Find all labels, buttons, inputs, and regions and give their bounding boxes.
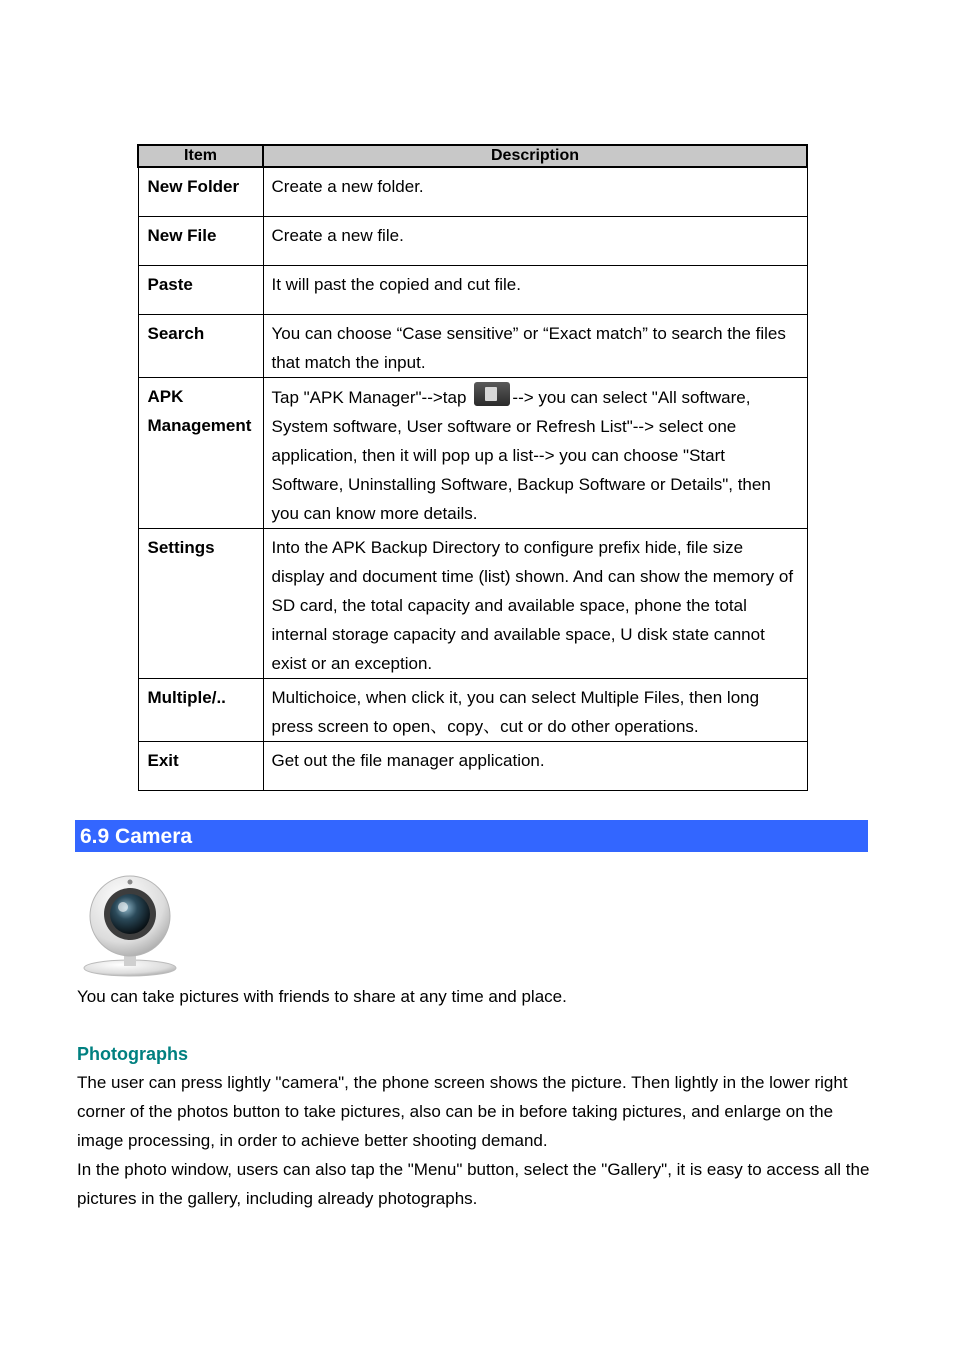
table-row	[138, 167, 807, 216]
table-row	[138, 377, 807, 528]
photographs-heading: Photographs	[77, 1044, 188, 1064]
row-description: You can choose “Case sensitive” or “Exact match” to search the files that match the input.	[263, 314, 807, 377]
row-description: Create a new folder.	[263, 167, 807, 216]
row-description: It will past the copied and cut file.	[263, 265, 807, 314]
header-description: Description	[263, 145, 807, 167]
apk-manager-menu-icon	[474, 382, 510, 406]
table-row	[138, 741, 807, 790]
row-item: Settings	[138, 528, 263, 678]
header-item: Item	[138, 145, 263, 167]
table-row	[138, 265, 807, 314]
apk-desc-post: --> you can select "All software, System software, User software or Refresh List"--> select one application, then it will pop up a list--> you can choose "Start Software, Uninstalling Software, Backup Software or Details", then you can know more details.	[271, 387, 771, 523]
table-row	[138, 678, 807, 741]
table-row	[138, 528, 807, 678]
file-manager-table	[137, 144, 808, 791]
section-heading-camera: 6.9 Camera	[75, 820, 868, 852]
row-item: New Folder	[138, 167, 263, 216]
row-item: Exit	[138, 741, 263, 790]
table-header-row	[138, 145, 807, 167]
table-row	[138, 314, 807, 377]
table-row	[138, 216, 807, 265]
row-description	[263, 377, 807, 528]
apk-desc-pre: Tap "APK Manager"-->tap	[271, 387, 467, 407]
row-item: Search	[138, 314, 263, 377]
row-description: Into the APK Backup Directory to configure prefix hide, file size display and document time (list) shown. And can show the memory of SD card, the total capacity and available space, phone the total internal storage capacity and available space, U disk state cannot exist or an exception.	[263, 528, 807, 678]
row-item: Paste	[138, 265, 263, 314]
webcam-icon	[80, 874, 184, 978]
row-description: Multichoice, when click it, you can select Multiple Files, then long press screen to open、copy、cut or do other operations.	[263, 678, 807, 741]
row-item	[138, 377, 263, 528]
photographs-paragraph-1: The user can press lightly "camera", the phone screen shows the picture. Then lightly in the lower right corner of the photos button to take pictures, also can be in before taking pictures, and enlarge on the image processing, in order to achieve better shooting demand.	[77, 1073, 848, 1150]
row-item-line2: Management	[147, 415, 252, 435]
row-item: New File	[138, 216, 263, 265]
camera-intro: You can take pictures with friends to share at any time and place.	[77, 987, 567, 1006]
row-item-line1: APK	[147, 386, 184, 406]
row-description: Get out the file manager application.	[263, 741, 807, 790]
row-item: Multiple/..	[138, 678, 263, 741]
row-description: Create a new file.	[263, 216, 807, 265]
photographs-paragraph-2: In the photo window, users can also tap the "Menu" button, select the "Gallery", it is easy to access all the pictures in the gallery, including already photographs.	[77, 1160, 870, 1208]
